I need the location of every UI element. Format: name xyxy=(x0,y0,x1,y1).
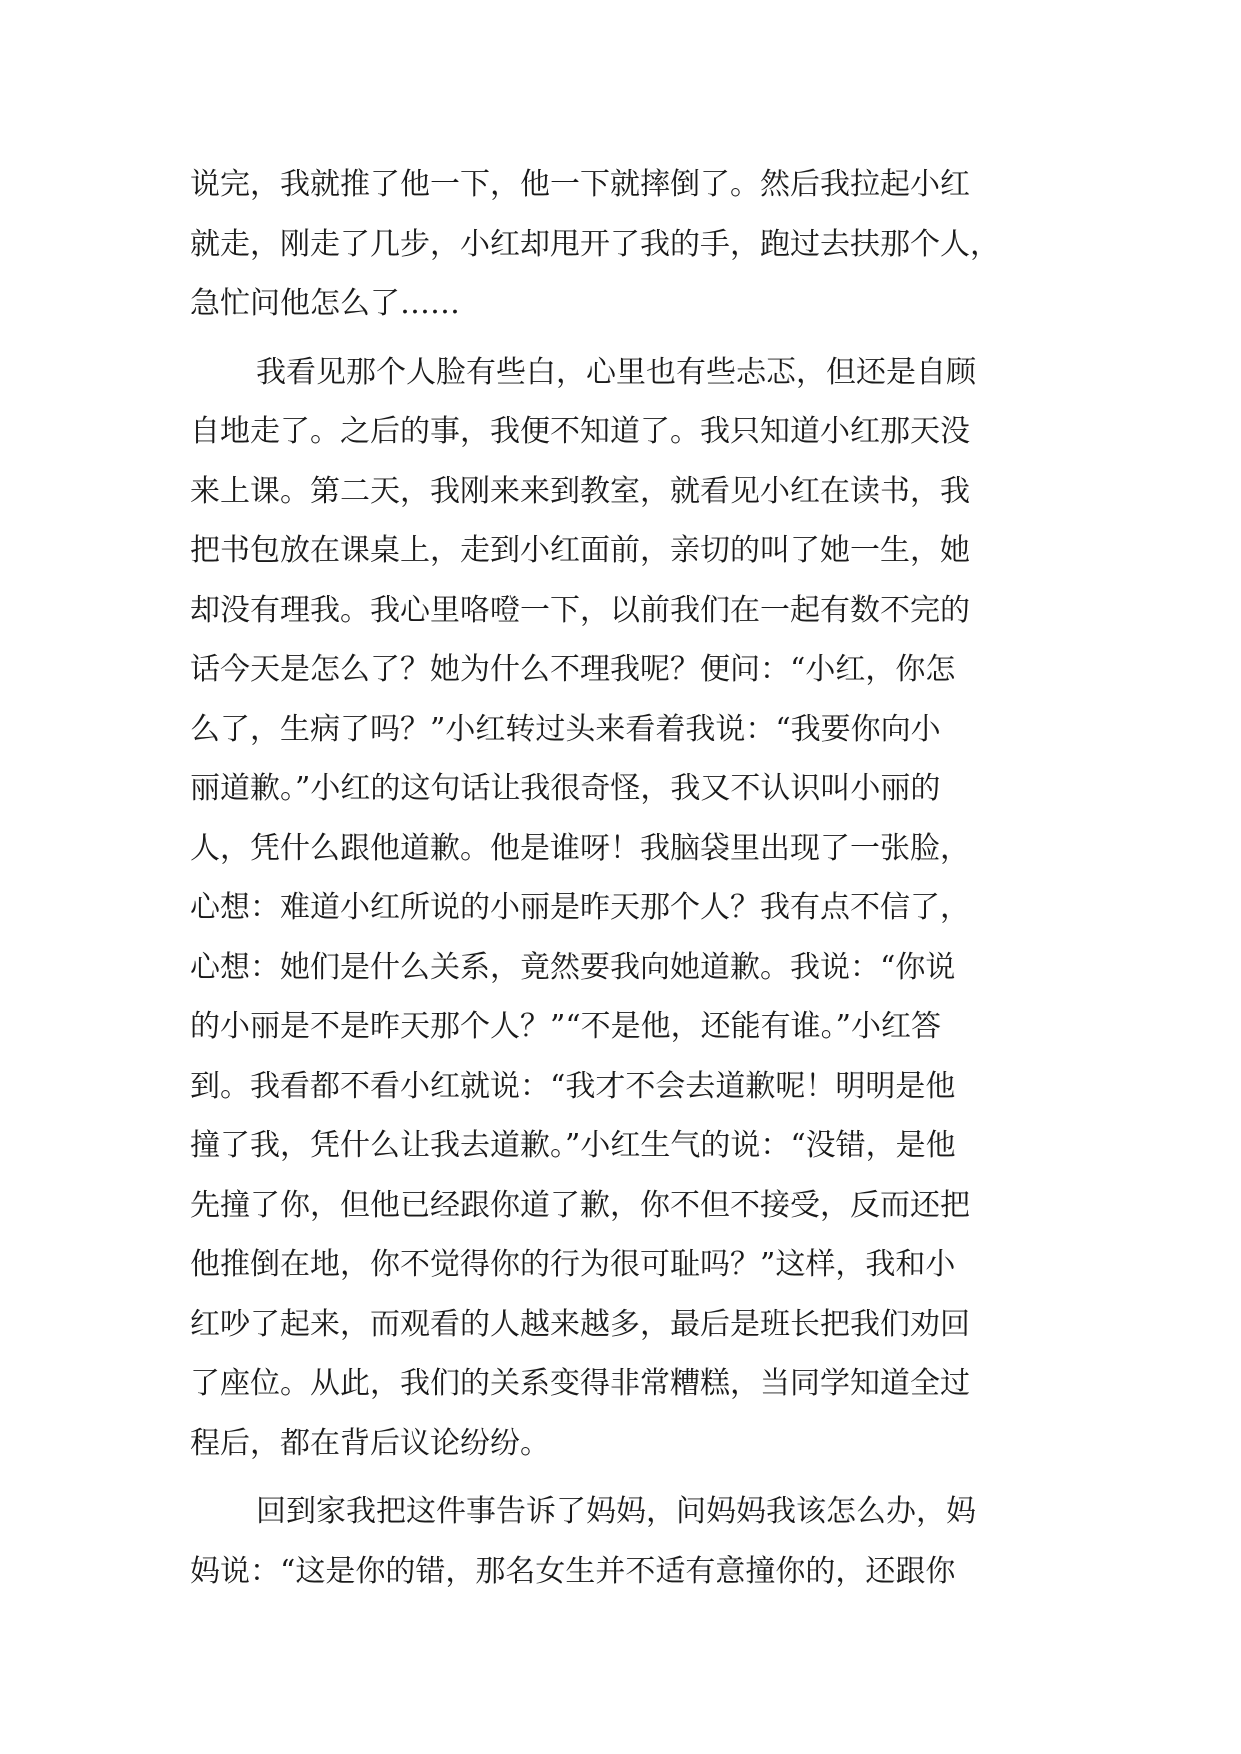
text-line: 程后，都在背后议论纷纷。 xyxy=(190,1425,550,1461)
text-line: 却没有理我。我心里咯噔一下，以前我们在一起有数不完的 xyxy=(190,592,970,628)
text-line: 话今天是怎么了？她为什么不理我呢？便问：“小红，你怎 xyxy=(190,652,956,687)
text-line: 自地走了。之后的事，我便不知道了。我只知道小红那天没 xyxy=(190,414,970,449)
text-line: 红吵了起来，而观看的人越来越多，最后是班长把我们劝回 xyxy=(190,1306,970,1342)
text-line: 了座位。从此，我们的关系变得非常糟糕，当同学知道全过 xyxy=(190,1366,970,1401)
text-line: 妈说：“这是你的错，那名女生并不适有意撞你的，还跟你 xyxy=(190,1553,956,1589)
body-text xyxy=(190,155,1060,1601)
text-line: 先撞了你，但他已经跟你道了歉，你不但不接受，反而还把 xyxy=(190,1187,970,1223)
text-line: 的小丽是不是昨天那个人？”“不是他，还能有谁。”小红答 xyxy=(190,1009,942,1044)
text-line: 丽道歉。”小红的这句话让我很奇怪，我又不认识叫小丽的 xyxy=(190,771,941,806)
text-line: 人，凭什么跟他道歉。他是谁呀！我脑袋里出现了一张脸， xyxy=(190,830,970,866)
text-line: 心想：难道小红所说的小丽是昨天那个人？我有点不信了， xyxy=(190,890,970,925)
text-line: 急忙问他怎么了…… xyxy=(190,286,460,321)
text-line: 把书包放在课桌上，走到小红面前，亲切的叫了她一生，她 xyxy=(190,533,970,568)
text-line: 他推倒在地，你不觉得你的行为很可耻吗？”这样，我和小 xyxy=(190,1247,956,1282)
text-line: 撞了我，凭什么让我去道歉。”小红生气的说：“没错，是他 xyxy=(190,1128,956,1163)
text-line: 么了，生病了吗？”小红转过头来看着我说：“我要你向小 xyxy=(190,711,941,747)
paragraph-first-line: 我看见那个人脸有些白，心里也有些忐忑，但还是自顾 xyxy=(256,354,976,390)
text-line: 心想：她们是什么关系，竟然要我向她道歉。我说：“你说 xyxy=(190,949,956,985)
paragraph-first-line: 回到家我把这件事告诉了妈妈，问妈妈我该怎么办，妈 xyxy=(256,1494,976,1529)
text-line: 来上课。第二天，我刚来来到教室，就看见小红在读书，我 xyxy=(190,473,970,509)
text-line: 到。我看都不看小红就说：“我才不会去道歉呢！明明是他 xyxy=(190,1068,956,1104)
text-line: 说完，我就推了他一下，他一下就摔倒了。然后我拉起小红 xyxy=(190,167,970,202)
text-line: 就走，刚走了几步，小红却甩开了我的手，跑过去扶那个人， xyxy=(190,226,1000,262)
